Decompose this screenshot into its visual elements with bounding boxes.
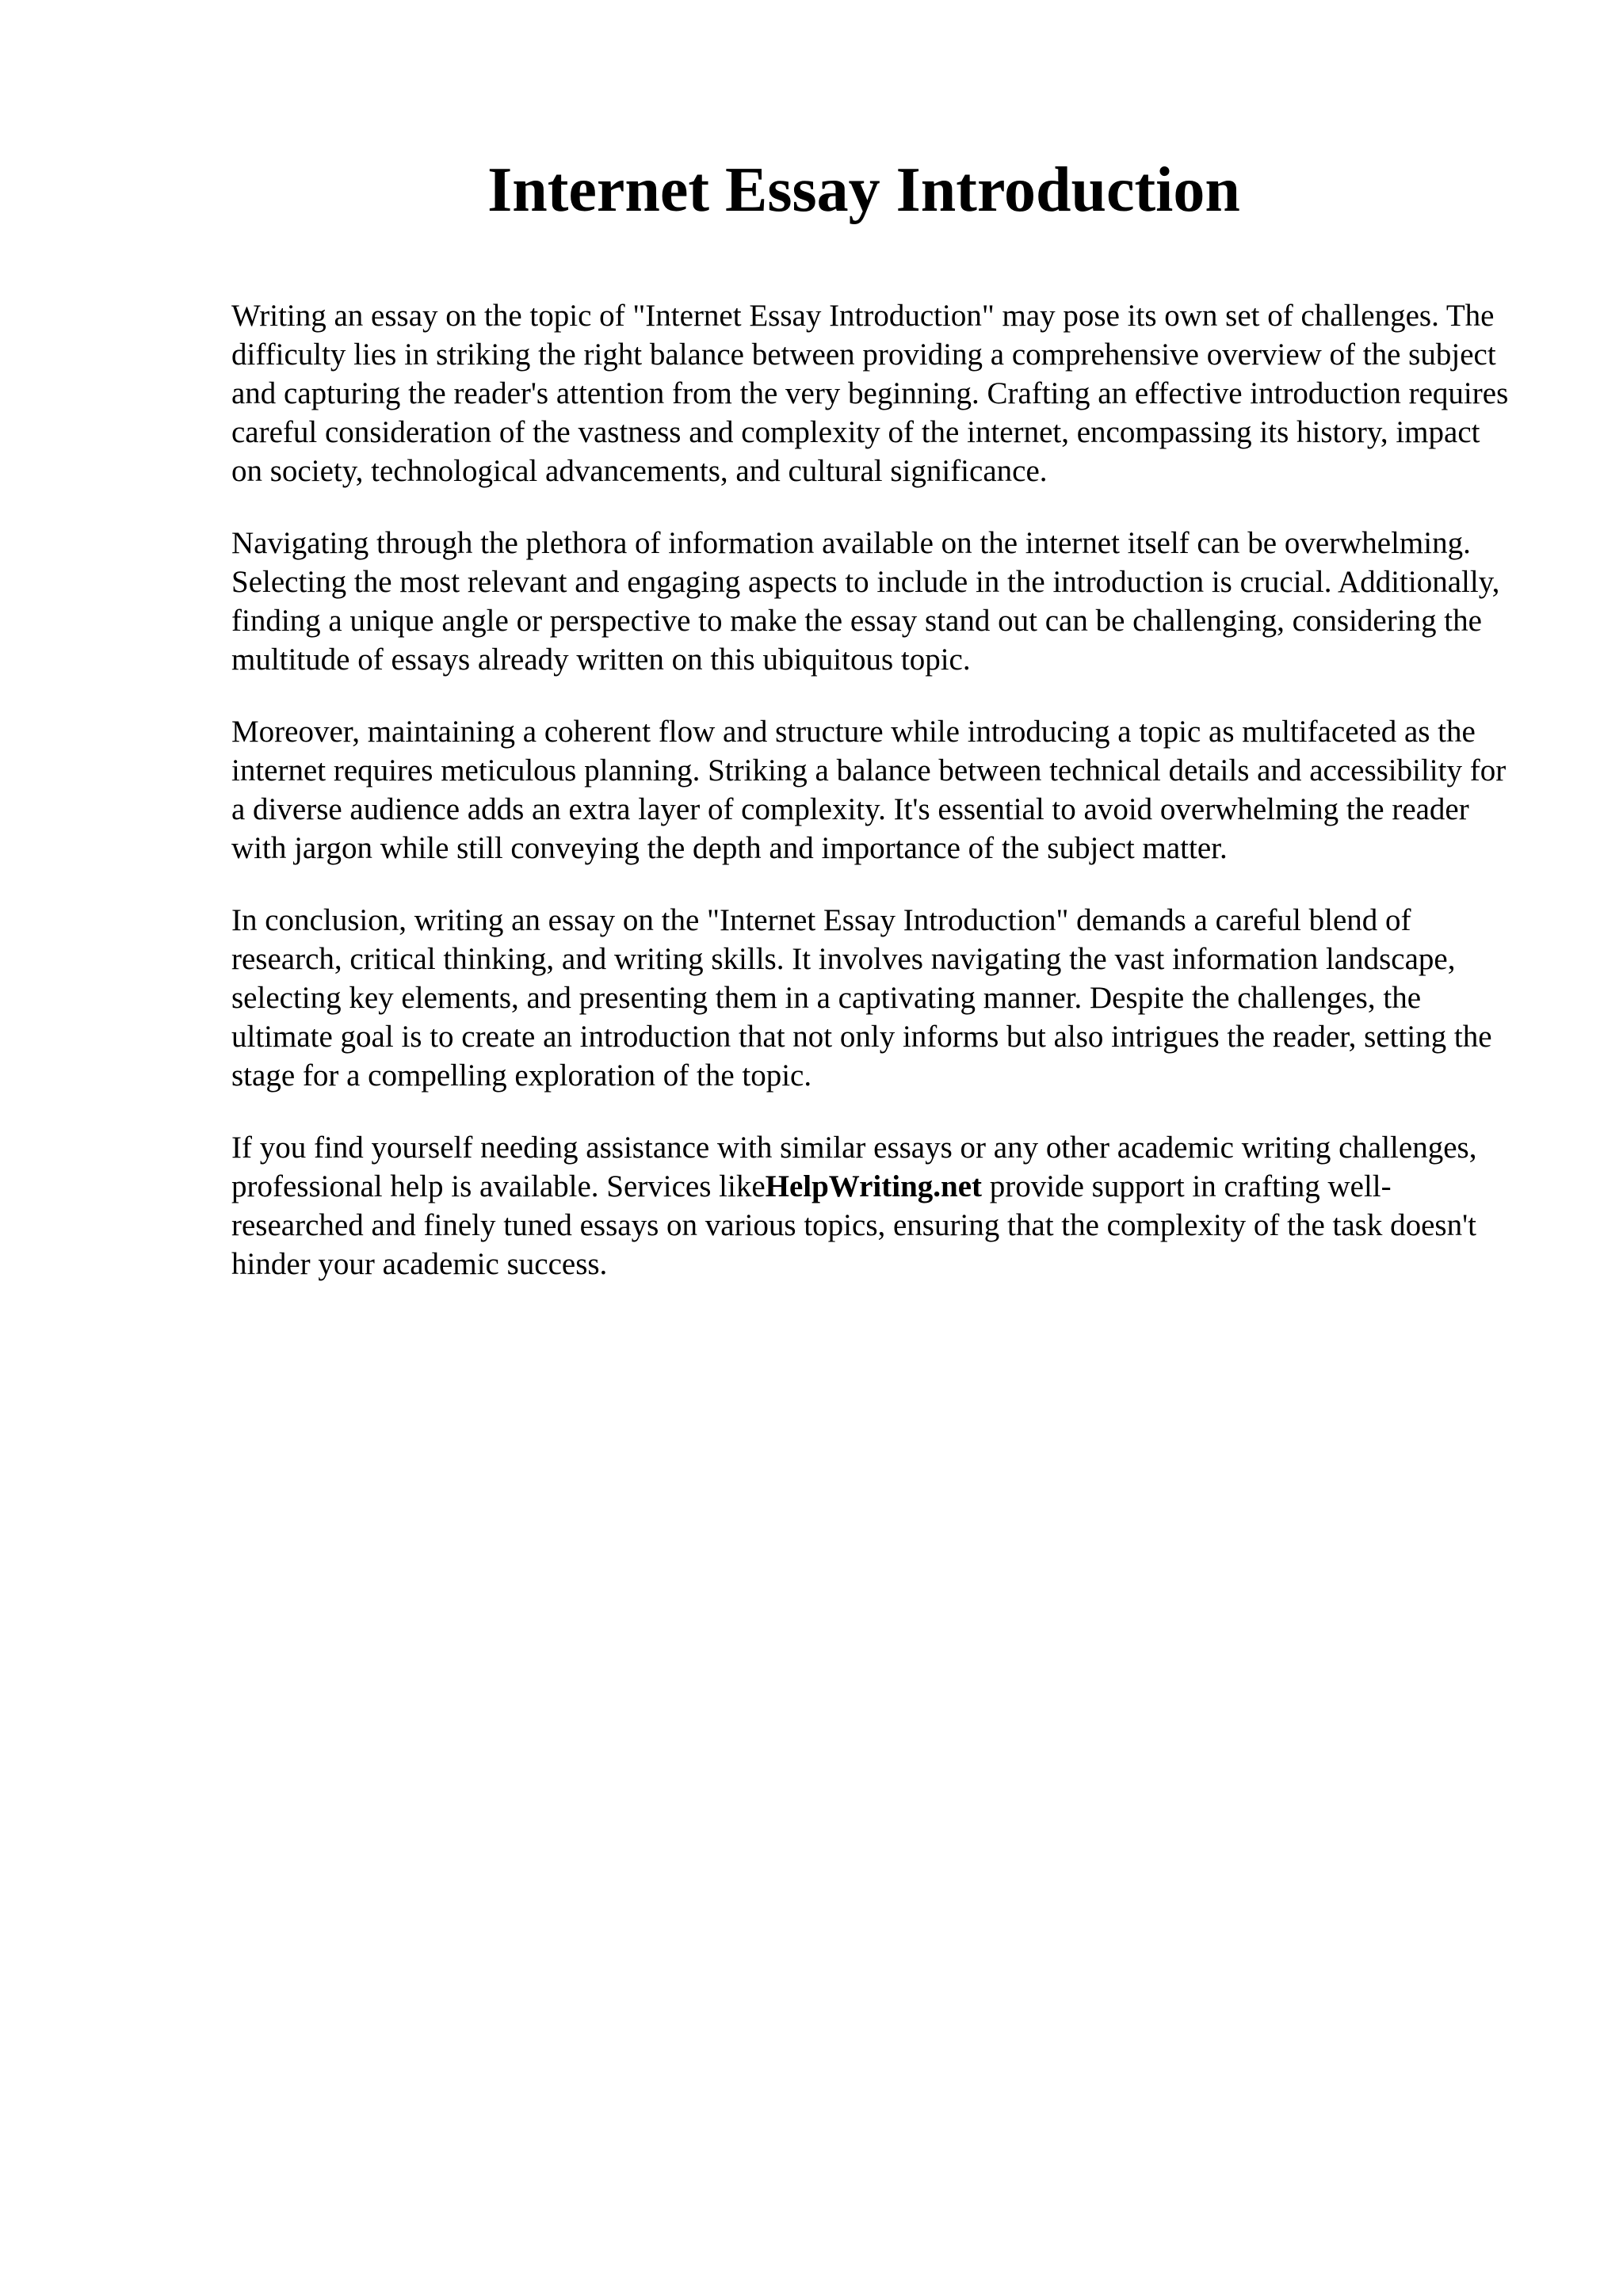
document-title: Internet Essay Introduction	[487, 155, 1240, 225]
paragraph-4: In conclusion, writing an essay on the "Internet Essay Introduction" demands a careful blend of research, critical thinking, and writing skills. It involves navigating the vast information landscape, selecting key elements, and presenting them in a captivating manner. Despite the challenges, the ultimate goal is to create an introduction that not only informs but also intrigues the reader, setting the stage for a compelling exploration of the topic.	[231, 903, 1492, 1093]
paragraph-5-text-before: If you find yourself needing assistance with similar essays or any other academic writing challenges, professional help is available. Services like	[231, 1131, 1477, 1203]
paragraph-2: Navigating through the plethora of information available on the internet itself can be overwhelming. Selecting the most relevant and engaging aspects to include in the introduction is crucial. Additionally, finding a unique angle or perspective to make the essay stand out can be challenging, considering the multitude of essays already written on this ubiquitous topic.	[231, 526, 1500, 677]
document-body	[231, 296, 1515, 1317]
helpwriting-brand-link[interactable]: HelpWriting.net	[765, 1169, 983, 1203]
paragraph-5-text-after: provide support in crafting well-researched and finely tuned essays on various topics, ensuring that the complexity of the task doesn't hinder your academic success.	[231, 1169, 1476, 1281]
paragraph-3: Moreover, maintaining a coherent flow and structure while introducing a topic as multifaceted as the internet requires meticulous planning. Striking a balance between technical details and accessibility for a diverse audience adds an extra layer of complexity. It's essential to avoid overwhelming the reader with jargon while still conveying the depth and importance of the subject matter.	[231, 715, 1507, 865]
paragraph-1: Writing an essay on the topic of "Internet Essay Introduction" may pose its own set of challenges. The difficulty lies in striking the right balance between providing a comprehensive overview of the subject and capturing the reader's attention from the very beginning. Crafting an effective introduction requires careful consideration of the vastness and complexity of the internet, encompassing its history, impact on society, technological advancements, and cultural significance.	[231, 299, 1509, 488]
paragraph-5	[231, 1128, 1515, 1283]
